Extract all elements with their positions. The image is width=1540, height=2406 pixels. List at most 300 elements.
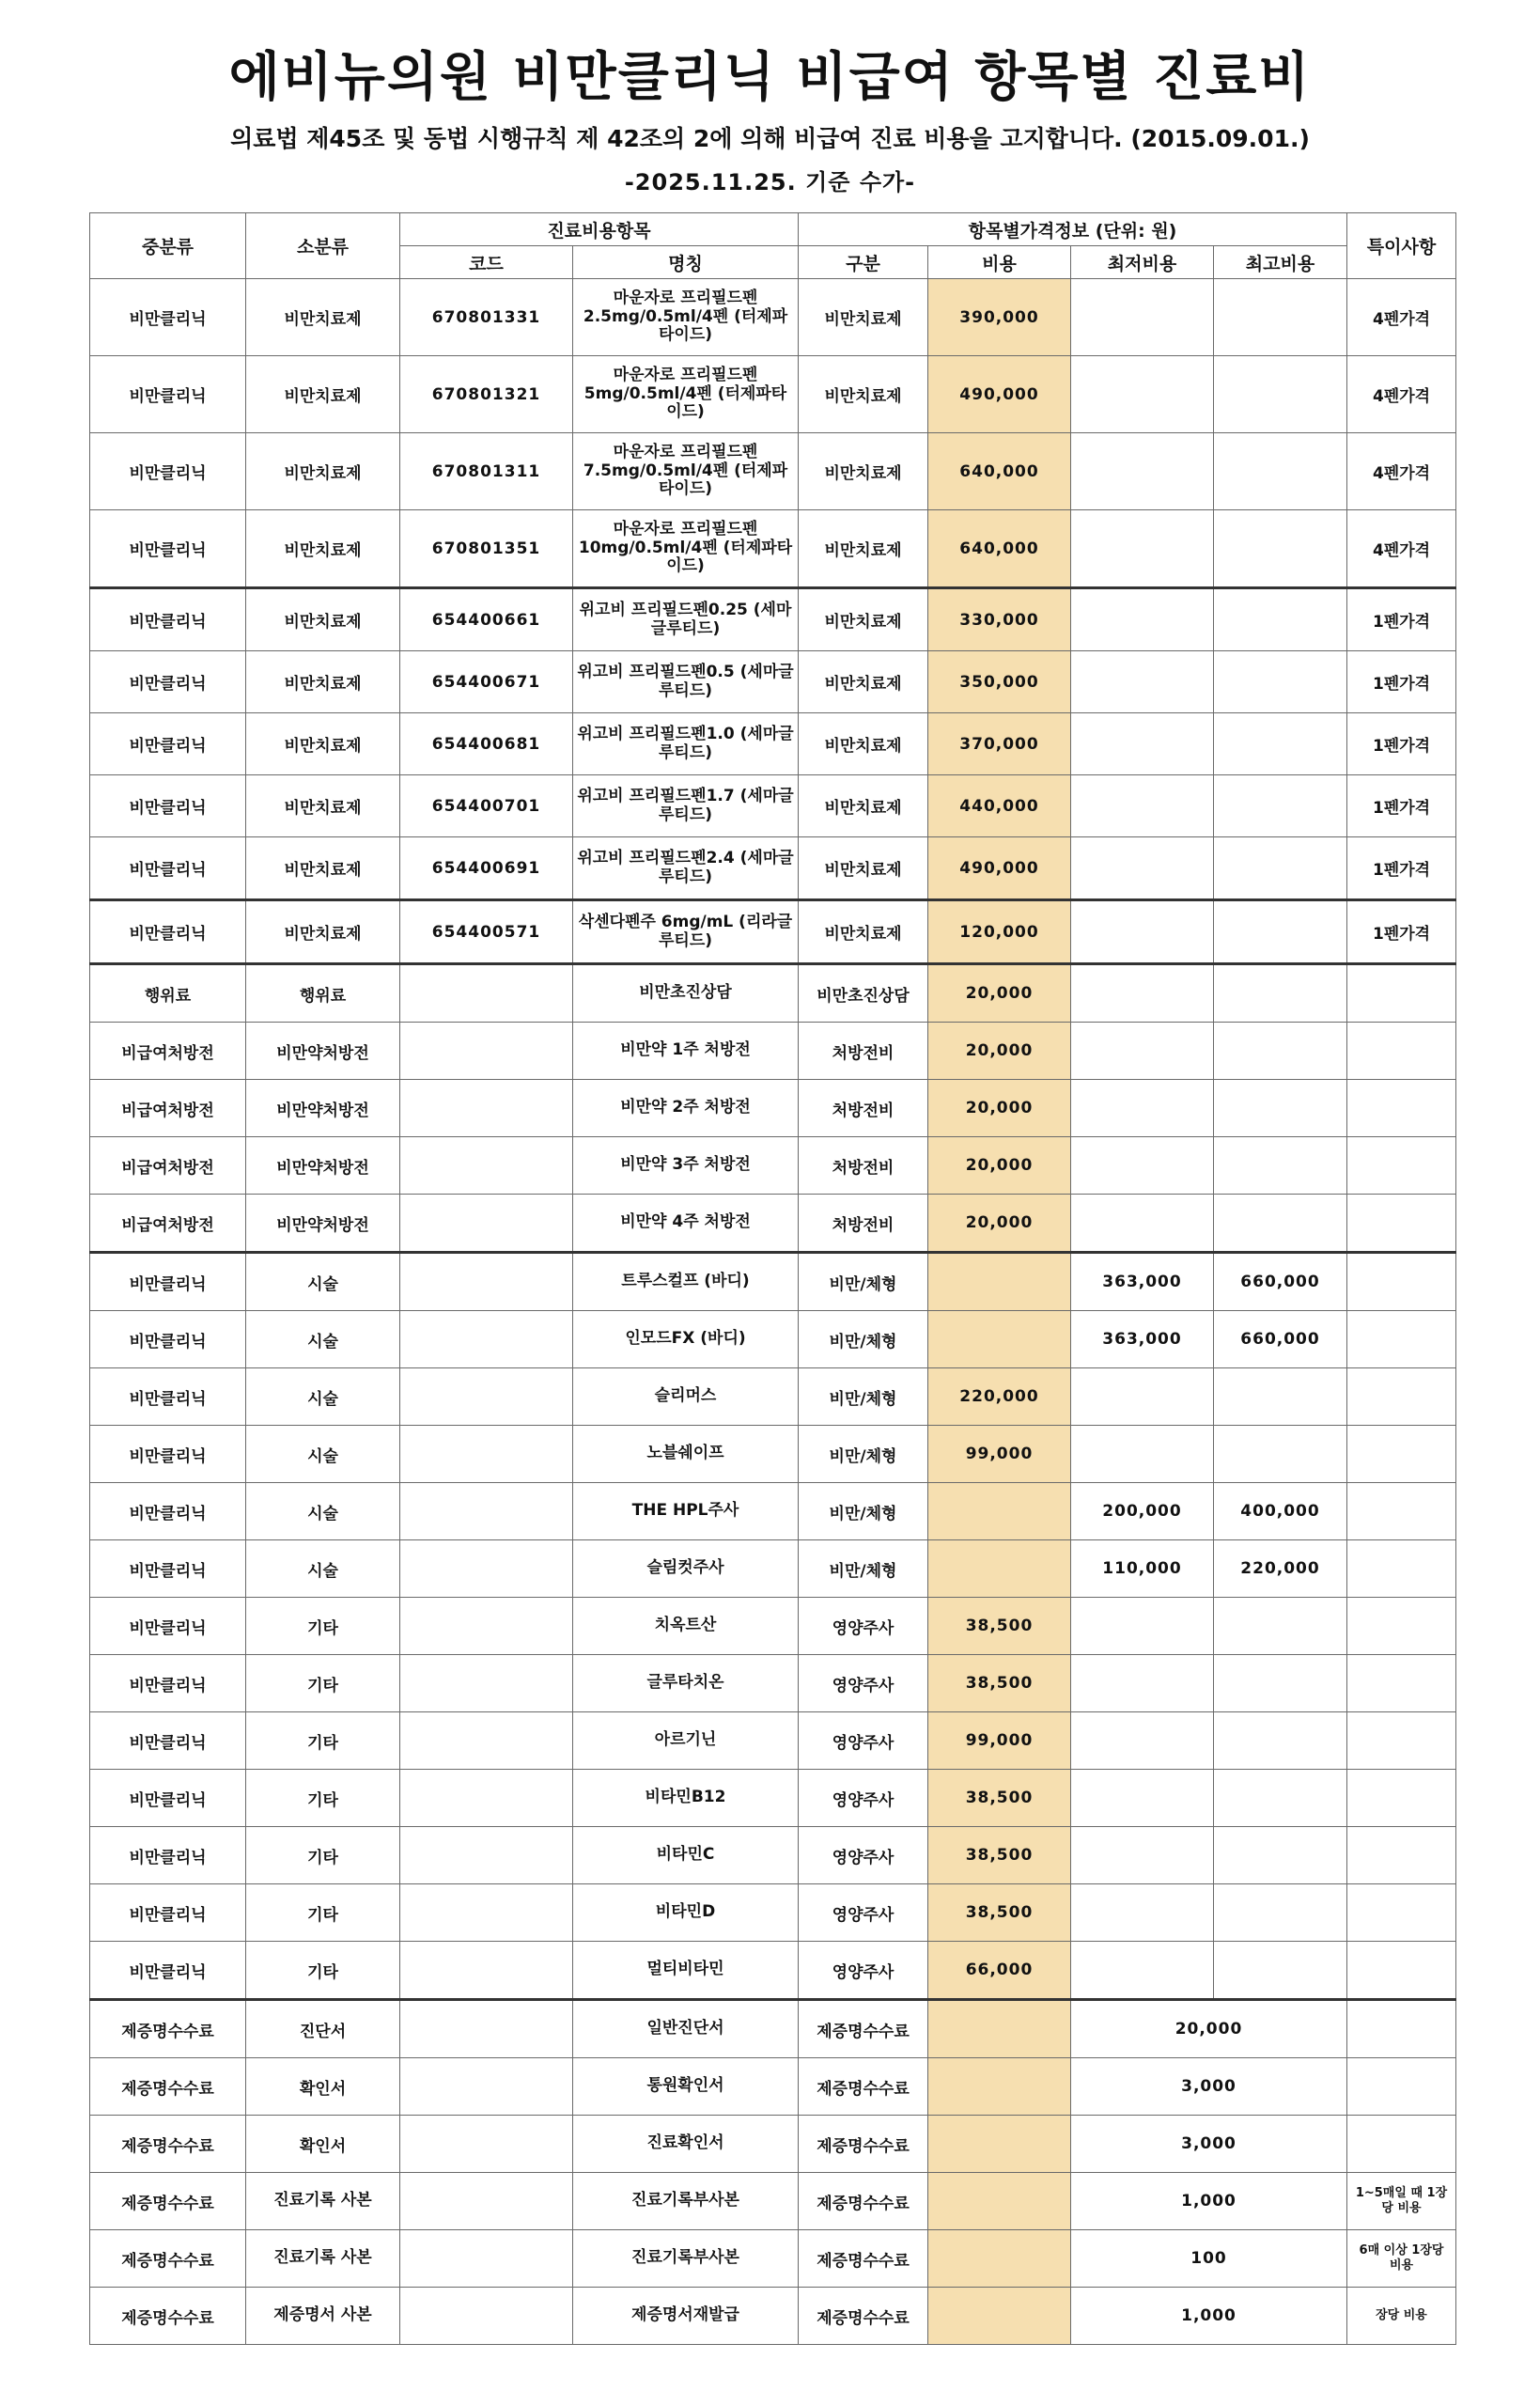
cell-max — [1214, 651, 1347, 713]
cell-min: 110,000 — [1071, 1540, 1214, 1598]
cell-cost — [928, 2288, 1071, 2345]
cell-min — [1071, 1195, 1214, 1253]
effective-date: -2025.11.25. 기준 수가- — [624, 169, 916, 195]
cell-major: 제증명수수료 — [90, 2000, 246, 2058]
cell-code — [400, 1942, 573, 2000]
cell-name: 마운자로 프리필드펜 7.5mg/0.5ml/4펜 (터제파타이드) — [573, 433, 799, 510]
table-row — [90, 356, 1456, 433]
table-row — [90, 433, 1456, 510]
table-row — [90, 1540, 1456, 1598]
table-row — [90, 1483, 1456, 1540]
cell-type: 제증명수수료 — [799, 2230, 928, 2288]
cell-max — [1214, 837, 1347, 900]
cell-major: 비만클리닉 — [90, 356, 246, 433]
cell-note — [1347, 2058, 1456, 2116]
cell-major: 비만클리닉 — [90, 1426, 246, 1483]
table-row — [90, 1598, 1456, 1655]
cell-max — [1214, 900, 1347, 964]
cell-name: 위고비 프리필드펜1.7 (세마글루티드) — [573, 775, 799, 837]
cell-cost: 99,000 — [928, 1426, 1071, 1483]
cell-note — [1347, 1884, 1456, 1942]
cell-cost: 20,000 — [928, 1137, 1071, 1195]
cell-name: 슬림컷주사 — [573, 1540, 799, 1598]
cell-major: 비만클리닉 — [90, 900, 246, 964]
cell-code — [400, 1712, 573, 1770]
cell-code: 654400671 — [400, 651, 573, 713]
cell-minor: 비만약처방전 — [246, 1080, 400, 1137]
cell-min — [1071, 588, 1214, 651]
cell-note — [1347, 1368, 1456, 1426]
cell-name: 비만약 4주 처방전 — [573, 1195, 799, 1253]
cell-note — [1347, 1598, 1456, 1655]
cell-note: 1~5매일 때 1장당 비용 — [1347, 2173, 1456, 2230]
cell-note: 4펜가격 — [1347, 356, 1456, 433]
cell-cost: 490,000 — [928, 837, 1071, 900]
table-row — [90, 1137, 1456, 1195]
cell-min — [1071, 1137, 1214, 1195]
cell-code — [400, 1080, 573, 1137]
cell-name: 마운자로 프리필드펜 10mg/0.5ml/4펜 (터제파타이드) — [573, 510, 799, 588]
cell-type: 비만치료제 — [799, 837, 928, 900]
cell-minor: 행위료 — [246, 964, 400, 1023]
cell-name: 슬리머스 — [573, 1368, 799, 1426]
cell-note — [1347, 1137, 1456, 1195]
cell-code — [400, 1023, 573, 1080]
cell-type: 비만치료제 — [799, 775, 928, 837]
cell-minor: 기타 — [246, 1598, 400, 1655]
cell-minor: 기타 — [246, 1712, 400, 1770]
table-row — [90, 1884, 1456, 1942]
cell-name: 비만약 3주 처방전 — [573, 1137, 799, 1195]
cell-code — [400, 2173, 573, 2230]
cell-note — [1347, 1827, 1456, 1884]
table-row — [90, 1426, 1456, 1483]
cell-min — [1071, 900, 1214, 964]
header-type: 구분 — [799, 246, 928, 279]
cell-minor: 비만치료제 — [246, 775, 400, 837]
cell-minor: 진료기록 사본 — [246, 2230, 400, 2288]
cell-cost — [928, 2173, 1071, 2230]
cell-minor: 진단서 — [246, 2000, 400, 2058]
cell-major: 비만클리닉 — [90, 510, 246, 588]
cell-code — [400, 1137, 573, 1195]
table-row — [90, 588, 1456, 651]
cell-cost — [928, 2116, 1071, 2173]
cell-cost: 390,000 — [928, 279, 1071, 356]
cell-type: 제증명수수료 — [799, 2116, 928, 2173]
cell-code — [400, 1655, 573, 1712]
cell-minor: 시술 — [246, 1483, 400, 1540]
cell-note: 6매 이상 1장당 비용 — [1347, 2230, 1456, 2288]
cell-cost — [928, 2058, 1071, 2116]
cell-note: 1펜가격 — [1347, 837, 1456, 900]
cell-code — [400, 2288, 573, 2345]
cell-name: 비타민C — [573, 1827, 799, 1884]
table-row — [90, 1770, 1456, 1827]
cell-minor: 비만치료제 — [246, 837, 400, 900]
cell-name: 삭센다펜주 6mg/mL (리라글루티드) — [573, 900, 799, 964]
cell-code — [400, 1598, 573, 1655]
cell-name: 위고비 프리필드펜0.25 (세마글루티드) — [573, 588, 799, 651]
header-cost: 비용 — [928, 246, 1071, 279]
table-row — [90, 2058, 1456, 2116]
cell-name: 비만약 2주 처방전 — [573, 1080, 799, 1137]
cell-minor: 비만약처방전 — [246, 1137, 400, 1195]
cell-code — [400, 1884, 573, 1942]
cell-name: 진료기록부사본 — [573, 2230, 799, 2288]
table-row — [90, 1311, 1456, 1368]
cell-minor: 비만약처방전 — [246, 1195, 400, 1253]
table-row — [90, 1827, 1456, 1884]
cell-note: 1펜가격 — [1347, 775, 1456, 837]
cell-major: 비만클리닉 — [90, 1655, 246, 1712]
table-row — [90, 837, 1456, 900]
cell-note — [1347, 1655, 1456, 1712]
cell-fee: 20,000 — [1071, 2000, 1347, 2058]
cell-major: 제증명수수료 — [90, 2230, 246, 2288]
cell-major: 비만클리닉 — [90, 775, 246, 837]
cell-cost: 20,000 — [928, 1195, 1071, 1253]
cell-note: 1펜가격 — [1347, 900, 1456, 964]
cell-cost: 38,500 — [928, 1770, 1071, 1827]
cell-name: 멀티비타민 — [573, 1942, 799, 2000]
cell-type: 영양주사 — [799, 1655, 928, 1712]
table-row — [90, 713, 1456, 775]
cell-min — [1071, 1942, 1214, 2000]
cell-type: 제증명수수료 — [799, 2000, 928, 2058]
cell-code: 654400681 — [400, 713, 573, 775]
cell-cost: 66,000 — [928, 1942, 1071, 2000]
table-row — [90, 1368, 1456, 1426]
cell-min — [1071, 775, 1214, 837]
cell-cost: 440,000 — [928, 775, 1071, 837]
cell-note — [1347, 1712, 1456, 1770]
cell-minor: 비만치료제 — [246, 279, 400, 356]
cell-major: 비급여처방전 — [90, 1023, 246, 1080]
cell-name: 글루타치온 — [573, 1655, 799, 1712]
cell-code — [400, 1426, 573, 1483]
cell-cost: 490,000 — [928, 356, 1071, 433]
cell-major: 비만클리닉 — [90, 1827, 246, 1884]
cell-max — [1214, 588, 1347, 651]
cell-minor: 비만치료제 — [246, 510, 400, 588]
cell-major: 비만클리닉 — [90, 651, 246, 713]
cell-code — [400, 1540, 573, 1598]
cell-major: 비만클리닉 — [90, 1884, 246, 1942]
cell-type: 제증명수수료 — [799, 2288, 928, 2345]
table-row — [90, 900, 1456, 964]
cell-max: 660,000 — [1214, 1253, 1347, 1311]
header-code: 코드 — [400, 246, 573, 279]
cell-max — [1214, 1827, 1347, 1884]
cell-minor: 기타 — [246, 1827, 400, 1884]
cell-type: 비만/체형 — [799, 1540, 928, 1598]
cell-code — [400, 1311, 573, 1368]
cell-cost — [928, 1483, 1071, 1540]
cell-type: 비만치료제 — [799, 510, 928, 588]
cell-note — [1347, 1483, 1456, 1540]
cell-name: 위고비 프리필드펜0.5 (세마글루티드) — [573, 651, 799, 713]
cell-minor: 진료기록 사본 — [246, 2173, 400, 2230]
cell-minor: 시술 — [246, 1311, 400, 1368]
cell-major: 제증명수수료 — [90, 2173, 246, 2230]
table-row — [90, 1712, 1456, 1770]
cell-minor: 제증명서 사본 — [246, 2288, 400, 2345]
cell-code — [400, 1770, 573, 1827]
cell-name: 진료기록부사본 — [573, 2173, 799, 2230]
cell-major: 비만클리닉 — [90, 837, 246, 900]
cell-major: 비만클리닉 — [90, 588, 246, 651]
header-min: 최저비용 — [1071, 246, 1214, 279]
cell-note: 장당 비용 — [1347, 2288, 1456, 2345]
cell-cost: 20,000 — [928, 1080, 1071, 1137]
legal-notice: 의료법 제45조 및 동법 시행규칙 제 42조의 2에 의해 비급여 진료 비용을 고지합니다. (2015.09.01.) — [230, 125, 1310, 152]
cell-major: 비급여처방전 — [90, 1080, 246, 1137]
header-max: 최고비용 — [1214, 246, 1347, 279]
cell-min: 200,000 — [1071, 1483, 1214, 1540]
cell-cost: 640,000 — [928, 510, 1071, 588]
cell-name: 통원확인서 — [573, 2058, 799, 2116]
cell-max — [1214, 1712, 1347, 1770]
cell-minor: 비만치료제 — [246, 433, 400, 510]
cell-type: 제증명수수료 — [799, 2058, 928, 2116]
cell-note — [1347, 1770, 1456, 1827]
cell-max — [1214, 1080, 1347, 1137]
cell-type: 영양주사 — [799, 1942, 928, 2000]
cell-minor: 비만치료제 — [246, 356, 400, 433]
cell-cost: 370,000 — [928, 713, 1071, 775]
cell-code — [400, 1195, 573, 1253]
cell-minor: 시술 — [246, 1253, 400, 1311]
cell-min — [1071, 279, 1214, 356]
cell-name: THE HPL주사 — [573, 1483, 799, 1540]
cell-code: 654400691 — [400, 837, 573, 900]
cell-minor: 시술 — [246, 1426, 400, 1483]
cell-name: 비만약 1주 처방전 — [573, 1023, 799, 1080]
cell-min — [1071, 1426, 1214, 1483]
cell-major: 비만클리닉 — [90, 279, 246, 356]
cell-minor: 비만치료제 — [246, 900, 400, 964]
cell-cost: 120,000 — [928, 900, 1071, 964]
cell-max — [1214, 510, 1347, 588]
cell-code — [400, 2116, 573, 2173]
cell-note: 1펜가격 — [1347, 651, 1456, 713]
table-body — [90, 279, 1456, 2345]
cell-note — [1347, 1311, 1456, 1368]
table-row — [90, 1023, 1456, 1080]
cell-note — [1347, 1426, 1456, 1483]
cell-min — [1071, 1827, 1214, 1884]
cell-name: 마운자로 프리필드펜 2.5mg/0.5ml/4펜 (터제파타이드) — [573, 279, 799, 356]
cell-code — [400, 2230, 573, 2288]
cell-cost: 640,000 — [928, 433, 1071, 510]
cell-code: 670801331 — [400, 279, 573, 356]
cell-code — [400, 964, 573, 1023]
table-row — [90, 2116, 1456, 2173]
cell-cost: 220,000 — [928, 1368, 1071, 1426]
table-row — [90, 964, 1456, 1023]
cell-min — [1071, 1712, 1214, 1770]
cell-minor: 확인서 — [246, 2116, 400, 2173]
cell-type: 처방전비 — [799, 1195, 928, 1253]
cell-note — [1347, 1253, 1456, 1311]
cell-min — [1071, 651, 1214, 713]
cell-cost: 38,500 — [928, 1598, 1071, 1655]
cell-note — [1347, 2116, 1456, 2173]
cell-code — [400, 1483, 573, 1540]
cell-minor: 비만치료제 — [246, 713, 400, 775]
cell-name: 진료확인서 — [573, 2116, 799, 2173]
cell-major: 비만클리닉 — [90, 1483, 246, 1540]
cell-cost: 38,500 — [928, 1655, 1071, 1712]
cell-note: 4펜가격 — [1347, 433, 1456, 510]
cell-max — [1214, 1023, 1347, 1080]
cell-minor: 시술 — [246, 1540, 400, 1598]
cell-name: 위고비 프리필드펜2.4 (세마글루티드) — [573, 837, 799, 900]
cell-name: 아르기닌 — [573, 1712, 799, 1770]
cell-type: 비만/체형 — [799, 1368, 928, 1426]
cell-note — [1347, 1080, 1456, 1137]
cell-major: 비만클리닉 — [90, 433, 246, 510]
cell-cost — [928, 2230, 1071, 2288]
cell-type: 비만/체형 — [799, 1483, 928, 1540]
cell-code: 670801311 — [400, 433, 573, 510]
cell-minor: 시술 — [246, 1368, 400, 1426]
cell-code: 670801321 — [400, 356, 573, 433]
cell-code: 654400701 — [400, 775, 573, 837]
cell-name: 비만초진상담 — [573, 964, 799, 1023]
cell-note: 1펜가격 — [1347, 713, 1456, 775]
cell-cost: 350,000 — [928, 651, 1071, 713]
cell-min — [1071, 1770, 1214, 1827]
cell-name: 비타민B12 — [573, 1770, 799, 1827]
table-row — [90, 2000, 1456, 2058]
cell-cost: 330,000 — [928, 588, 1071, 651]
table-row — [90, 1942, 1456, 2000]
cell-major: 비만클리닉 — [90, 1712, 246, 1770]
table-row — [90, 2173, 1456, 2230]
cell-min — [1071, 837, 1214, 900]
cell-minor: 기타 — [246, 1884, 400, 1942]
cell-min — [1071, 1884, 1214, 1942]
cell-name: 노블쉐이프 — [573, 1426, 799, 1483]
cell-name: 마운자로 프리필드펜 5mg/0.5ml/4펜 (터제파타이드) — [573, 356, 799, 433]
cell-fee: 1,000 — [1071, 2173, 1347, 2230]
cell-name: 인모드FX (바디) — [573, 1311, 799, 1368]
cell-minor: 기타 — [246, 1770, 400, 1827]
cell-cost: 99,000 — [928, 1712, 1071, 1770]
cell-note — [1347, 1023, 1456, 1080]
cell-code — [400, 2000, 573, 2058]
cell-cost — [928, 1540, 1071, 1598]
cell-note — [1347, 1540, 1456, 1598]
cell-max — [1214, 1137, 1347, 1195]
table-row — [90, 1253, 1456, 1311]
cell-cost — [928, 1253, 1071, 1311]
cell-minor: 기타 — [246, 1942, 400, 2000]
cell-type: 비만치료제 — [799, 279, 928, 356]
cell-major: 비급여처방전 — [90, 1137, 246, 1195]
page-title: 에비뉴의원 비만클리닉 비급여 항목별 진료비 — [228, 47, 1312, 108]
cell-min — [1071, 510, 1214, 588]
table-row — [90, 1195, 1456, 1253]
cell-major: 비만클리닉 — [90, 1311, 246, 1368]
cell-type: 비만/체형 — [799, 1253, 928, 1311]
cell-type: 비만치료제 — [799, 356, 928, 433]
cell-min — [1071, 1598, 1214, 1655]
cell-major: 비급여처방전 — [90, 1195, 246, 1253]
cell-max — [1214, 356, 1347, 433]
cell-cost — [928, 2000, 1071, 2058]
cell-code — [400, 1253, 573, 1311]
cell-note: 4펜가격 — [1347, 510, 1456, 588]
cell-type: 영양주사 — [799, 1712, 928, 1770]
cell-min — [1071, 964, 1214, 1023]
cell-note: 1펜가격 — [1347, 588, 1456, 651]
cell-code — [400, 1827, 573, 1884]
cell-cost: 20,000 — [928, 964, 1071, 1023]
cell-name: 제증명서재발급 — [573, 2288, 799, 2345]
cell-note — [1347, 964, 1456, 1023]
cell-minor: 비만약처방전 — [246, 1023, 400, 1080]
cell-min: 363,000 — [1071, 1311, 1214, 1368]
cell-cost: 38,500 — [928, 1827, 1071, 1884]
cell-max — [1214, 713, 1347, 775]
cell-min — [1071, 433, 1214, 510]
cell-type: 비만치료제 — [799, 651, 928, 713]
table-row — [90, 1655, 1456, 1712]
cell-max — [1214, 1655, 1347, 1712]
header-price-group: 항목별가격정보 (단위: 원) — [799, 213, 1347, 246]
cell-type: 비만/체형 — [799, 1311, 928, 1368]
cell-type: 비만치료제 — [799, 433, 928, 510]
cell-type: 처방전비 — [799, 1023, 928, 1080]
cell-max — [1214, 1598, 1347, 1655]
cell-major: 제증명수수료 — [90, 2058, 246, 2116]
cell-minor: 확인서 — [246, 2058, 400, 2116]
cell-min — [1071, 1368, 1214, 1426]
cell-type: 제증명수수료 — [799, 2173, 928, 2230]
header-note: 특이사항 — [1347, 213, 1456, 279]
cell-cost — [928, 1311, 1071, 1368]
cell-name: 치옥트산 — [573, 1598, 799, 1655]
cell-type: 비만치료제 — [799, 900, 928, 964]
cell-minor: 비만치료제 — [246, 651, 400, 713]
table-header — [90, 213, 1456, 279]
header-major: 중분류 — [90, 213, 246, 279]
cell-major: 비만클리닉 — [90, 713, 246, 775]
cell-type: 처방전비 — [799, 1137, 928, 1195]
cell-fee: 1,000 — [1071, 2288, 1347, 2345]
table-row — [90, 2288, 1456, 2345]
cell-major: 비만클리닉 — [90, 1598, 246, 1655]
cell-major: 제증명수수료 — [90, 2116, 246, 2173]
cell-major: 비만클리닉 — [90, 1540, 246, 1598]
table-row — [90, 2230, 1456, 2288]
table-row — [90, 651, 1456, 713]
cell-type: 영양주사 — [799, 1884, 928, 1942]
cell-note: 4펜가격 — [1347, 279, 1456, 356]
fee-table — [89, 212, 1456, 2345]
cell-min — [1071, 1023, 1214, 1080]
cell-max — [1214, 433, 1347, 510]
cell-cost: 38,500 — [928, 1884, 1071, 1942]
cell-note — [1347, 1195, 1456, 1253]
cell-code — [400, 2058, 573, 2116]
cell-fee: 100 — [1071, 2230, 1347, 2288]
cell-min — [1071, 1080, 1214, 1137]
cell-max — [1214, 1884, 1347, 1942]
